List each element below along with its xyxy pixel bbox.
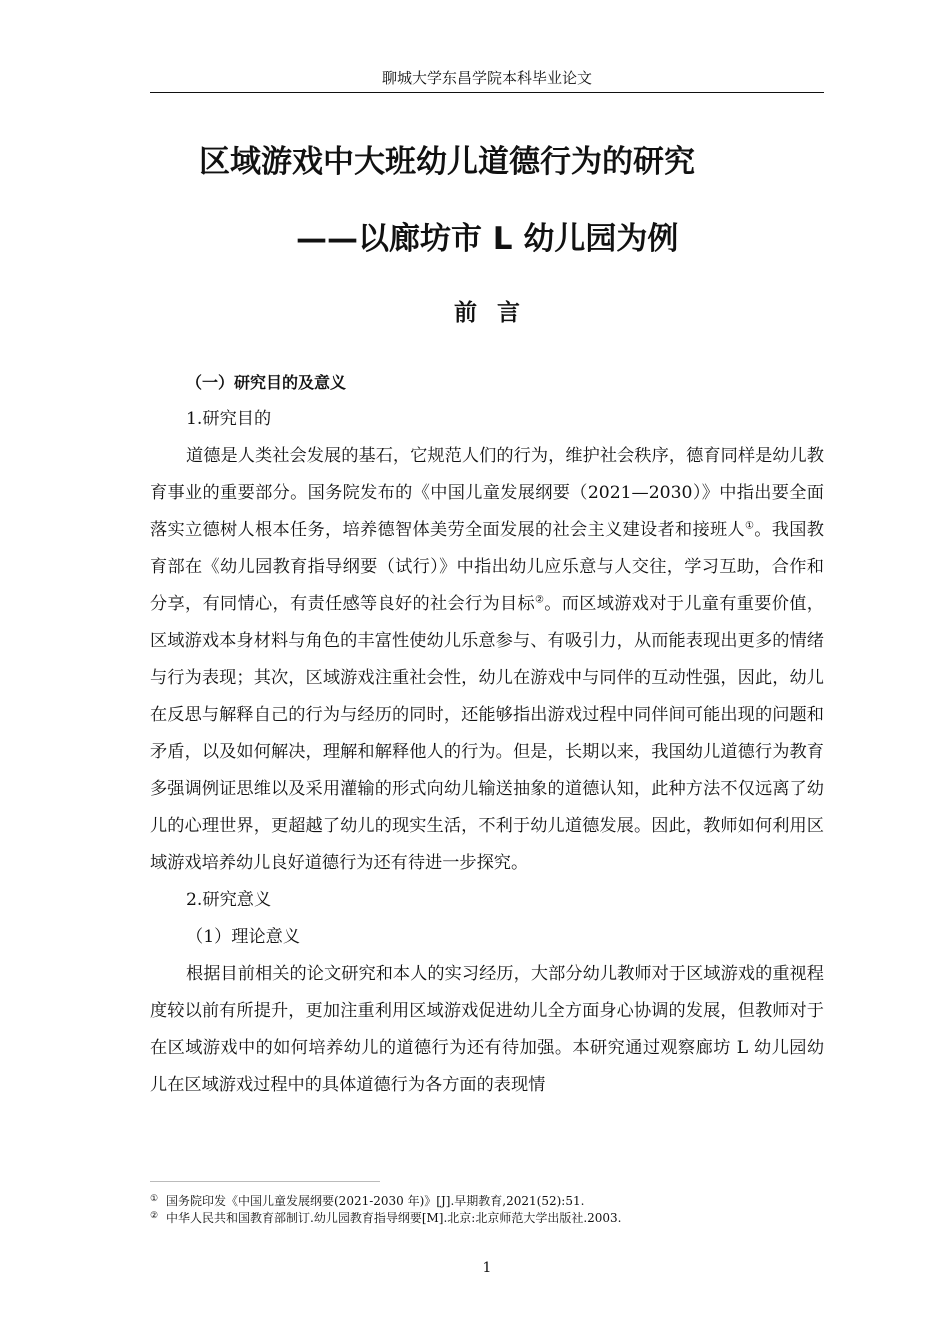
footnote-item: [150, 1193, 824, 1210]
running-header: 聊城大学东昌学院本科毕业论文: [150, 64, 824, 93]
paper-title: 区域游戏中大班幼儿道德行为的研究: [199, 144, 695, 180]
footnote-ref-1: ①: [745, 520, 755, 532]
paragraph-theoretical: 根据目前相关的论文研究和本人的实习经历，大部分幼儿教师对于区域游戏的重视程度较以前有所提升，更加注重利用区域游戏促进幼儿全方面身心协调的发展，但教师对于在区域游戏中的如何培养幼儿的道德行为还有待加强。本研究通过观察廊坊 L 幼儿园幼儿在区域游戏过程中的具体道德行为各方面的表现情: [150, 964, 825, 1095]
subheading-significance: 2.研究意义: [186, 890, 272, 910]
footnote-mark: ②: [150, 1211, 159, 1221]
footnote-text: 国务院印发《中国儿童发展纲要(2021-2030 年)》[J].早期教育,2021(52):51.: [166, 1194, 585, 1208]
main-body: [150, 364, 824, 1104]
paragraph-purpose: [150, 438, 824, 882]
paragraph-purpose-part-c: 。而区域游戏对于儿童有重要价值，区域游戏本身材料与角色的丰富性使幼儿乐意参与、有吸引力，从而能表现出更多的情绪与行为表现；其次，区域游戏注重社会性，幼儿在游戏中与同伴的互动性强，因此，幼儿在反思与解释自己的行为与经历的同时，还能够指出游戏过程中同伴间可能出现的问题和矛盾，以及如何解决，理解和解释他人的行为。但是，长期以来，我国幼儿道德行为教育多强调例证思维以及采用灌输的形式向幼儿输送抽象的道德认知，此种方法不仅远离了幼儿的心理世界，更超越了幼儿的现实生活，不利于幼儿道德发展。因此，教师如何利用区域游戏培养幼儿良好道德行为还有待进一步探究。: [150, 594, 824, 873]
paragraph-purpose-part-b: 。我国教育部在《幼儿园教育指导纲要（试行）》中指出幼儿应乐意与人交往，学习互助，合作和分享，有同情心，有责任感等良好的社会行为目标: [150, 520, 824, 614]
footnote-text: 中华人民共和国教育部制订.幼儿园教育指导纲要[M].北京:北京师范大学出版社.2003.: [166, 1211, 622, 1225]
footnote-mark: ①: [150, 1194, 159, 1204]
footnotes: [150, 1193, 824, 1227]
paragraph-purpose-part-a: 道德是人类社会发展的基石，它规范人们的行为，维护社会秩序，德育同样是幼儿教育事业的重要部分。国务院发布的《中国儿童发展纲要（2021—2030）》中指出要全面落实立德树人根本任务，培养德智体美劳全面发展的社会主义建设者和接班人: [150, 446, 824, 540]
footnote-item: [150, 1210, 824, 1227]
footnote-ref-2: ②: [535, 594, 545, 606]
section-heading: 前言: [454, 300, 540, 326]
paper-subtitle: ——以廊坊市 L 幼儿园为例: [296, 221, 679, 257]
subheading-theoretical: （1）理论意义: [186, 927, 301, 947]
page-number: 1: [482, 1260, 492, 1276]
footnote-divider: [150, 1181, 380, 1182]
subsection-heading: （一）研究目的及意义: [186, 373, 347, 392]
subheading-purpose: 1.研究目的: [186, 409, 272, 429]
